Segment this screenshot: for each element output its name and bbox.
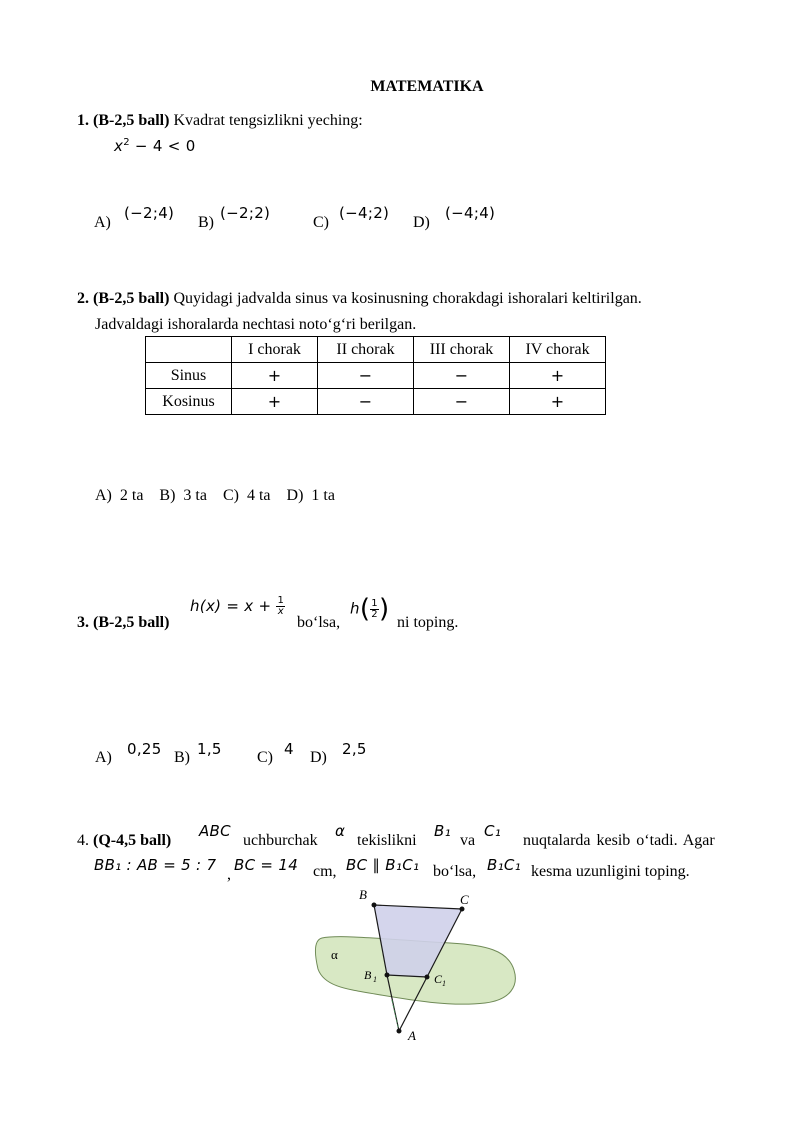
q4-w-va: va — [460, 832, 476, 849]
table-row-label: Sinus — [146, 363, 232, 389]
q1-option-b-label: B) — [198, 214, 214, 231]
label-b: B — [359, 887, 367, 902]
q2-answers: A) 2 ta B) 3 ta C) 4 ta D) 1 ta — [95, 487, 335, 504]
point-a — [397, 1029, 402, 1034]
q4-bc: BC = 14 — [234, 856, 299, 874]
q3-frac-den: x — [277, 606, 284, 617]
q1-expr-exp: 2 — [123, 137, 130, 148]
table-cell: + — [232, 389, 318, 415]
label-c1-sub: 1 — [442, 979, 446, 988]
q3-number: 3. — [77, 614, 89, 631]
q4-score: (Q-4,5 ball) — [93, 832, 172, 849]
label-a: A — [408, 1028, 416, 1043]
q3-option-b-value: 1,5 — [197, 740, 222, 758]
q3-option-c-value: 4 — [284, 740, 294, 758]
q1-option-c-label: C) — [313, 214, 329, 231]
point-c1 — [425, 975, 430, 980]
point-b — [372, 903, 377, 908]
q1-expr-rest: − 4 < 0 — [129, 137, 196, 155]
table-cell: − — [318, 363, 414, 389]
q3-argument: h( $\frac{1}{2}$ ) — [350, 594, 390, 624]
q1-option-d-value: (−4;4) — [445, 204, 496, 222]
q3-word-bolsa: bo‘lsa, — [297, 614, 341, 631]
q4-line1-start — [77, 832, 171, 850]
geometry-figure — [300, 882, 530, 1047]
table-row — [146, 363, 606, 389]
table-cell: + — [510, 389, 606, 415]
q4-w-bolsa: bo‘lsa, — [433, 863, 477, 880]
q4-w-tekislikni: tekislikni — [357, 832, 417, 849]
q2-statement-line2: Jadvaldagi ishoralarda nechtasi noto‘g‘ri berilgan. — [95, 316, 417, 333]
table-header-row — [146, 337, 606, 363]
q3-h-letter: h — [350, 599, 360, 618]
label-b1-sub: 1 — [373, 975, 377, 984]
table-row-label: Kosinus — [146, 389, 232, 415]
q3-fraction — [276, 596, 285, 617]
q4-seg: B₁C₁ — [487, 856, 521, 874]
q4-parallel: BC ∥ B₁C₁ — [346, 856, 420, 874]
q4-b1: B₁ — [434, 822, 451, 840]
q4-w-cm: cm, — [313, 863, 337, 880]
table-header-cell: IV chorak — [510, 337, 606, 363]
table-cell: − — [414, 389, 510, 415]
table-row — [146, 389, 606, 415]
q1-expression — [114, 137, 196, 155]
q3-option-a-value: 0,25 — [127, 740, 162, 758]
label-alpha: α — [331, 947, 338, 962]
table-cell: + — [510, 363, 606, 389]
q1-expr-base: x — [114, 137, 124, 155]
table-cell: + — [232, 363, 318, 389]
label-c1: C — [434, 972, 443, 986]
q3-option-a-label: A) — [95, 749, 112, 766]
q2-statement-line1 — [77, 290, 642, 308]
q3-word-ni-toping: ni toping. — [397, 614, 459, 631]
q1-text: Kvadrat tengsizlikni yeching: — [173, 112, 363, 129]
label-b1: B — [364, 968, 372, 982]
q3-arg-fraction — [370, 599, 379, 620]
q2-score: (B-2,5 ball) — [93, 290, 170, 307]
q1-number: 1. — [77, 112, 89, 129]
table-header-cell: I chorak — [232, 337, 318, 363]
page-title: MATEMATIKA — [370, 78, 484, 95]
q1-score: (B-2,5 ball) — [93, 112, 170, 129]
q1-option-b-value: (−2;2) — [220, 204, 271, 222]
q4-number: 4. — [77, 832, 89, 849]
q3-option-d-label: D) — [310, 749, 327, 766]
table-header-cell: III chorak — [414, 337, 510, 363]
q4-ratio: BB₁ : AB = 5 : 7 — [94, 856, 217, 874]
label-c: C — [460, 892, 469, 907]
q4-c1: C₁ — [484, 822, 502, 840]
q1-option-d-label: D) — [413, 214, 430, 231]
q3-score: (B-2,5 ball) — [93, 614, 170, 631]
q2-text-line1: Quyidagi jadvalda sinus va kosinusning chorakdagi ishoralari keltirilgan. — [173, 290, 642, 307]
q4-w-end: kesma uzunligini toping. — [531, 863, 690, 880]
q4-comma: , — [227, 866, 231, 883]
q3-func-lhs: h(x) = x + — [190, 597, 277, 615]
table-header-cell — [146, 337, 232, 363]
q4-w-uchburchak: uchburchak — [243, 832, 318, 849]
q3-option-b-label: B) — [174, 749, 190, 766]
q3-option-c-label: C) — [257, 749, 273, 766]
q4-tri: ABC — [199, 822, 231, 840]
q3-arg-num: 1 — [371, 597, 378, 609]
point-c — [460, 907, 465, 912]
q2-number: 2. — [77, 290, 89, 307]
table-header-cell: II chorak — [318, 337, 414, 363]
signs-table — [145, 336, 606, 415]
q1-option-a-label: A) — [94, 214, 111, 231]
q4-w-rest1: nuqtalarda kesib o‘tadi. Agar — [523, 832, 715, 849]
q3-arg-den: 2 — [371, 608, 378, 620]
q4-alpha: α — [335, 822, 346, 840]
q1-option-a-value: (−2;4) — [124, 204, 175, 222]
q3-option-d-value: 2,5 — [342, 740, 367, 758]
table-cell: − — [414, 363, 510, 389]
q3-frac-num: 1 — [277, 595, 285, 606]
q1-statement — [77, 112, 363, 130]
q1-option-c-value: (−4;2) — [339, 204, 390, 222]
q3-number-score — [77, 614, 169, 632]
q3-function — [190, 596, 285, 617]
table-cell: − — [318, 389, 414, 415]
point-b1 — [385, 973, 390, 978]
